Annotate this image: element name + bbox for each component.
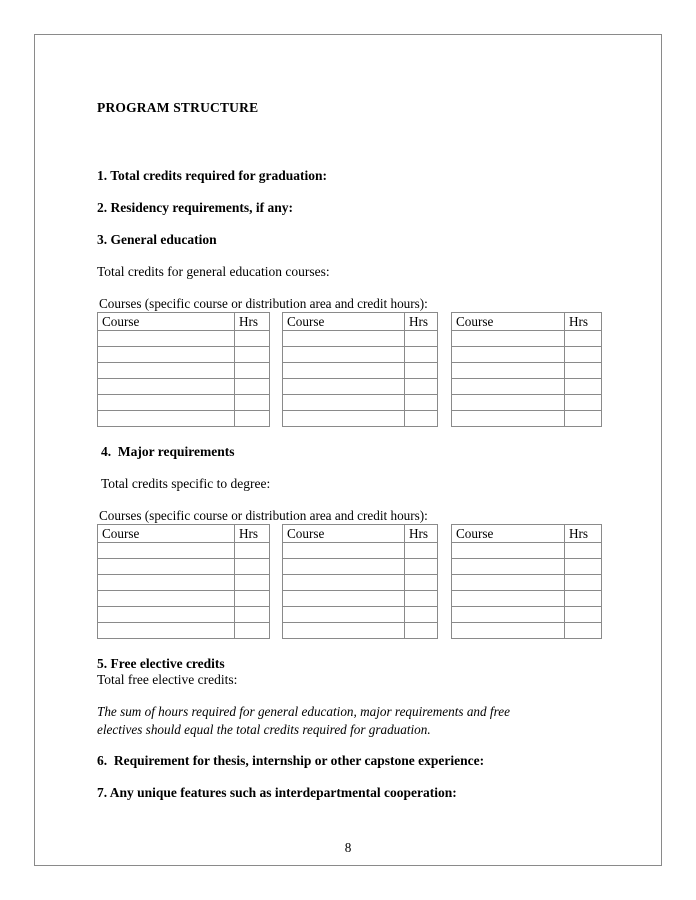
question-5-free-elective-credits: 5. Free elective credits	[97, 656, 225, 671]
table-row[interactable]	[452, 559, 602, 575]
cell-hrs[interactable]	[235, 411, 270, 427]
table-row[interactable]	[452, 623, 602, 639]
table-header-row	[452, 525, 602, 543]
cell-course[interactable]	[452, 347, 565, 363]
page-content-area	[97, 35, 617, 865]
cell-course[interactable]	[283, 575, 405, 591]
general-education-table-3[interactable]	[451, 312, 602, 427]
column-header-hrs: Hrs	[405, 313, 438, 331]
question-1-total-credits: 1. Total credits required for graduation:	[97, 168, 328, 183]
cell-course[interactable]	[98, 411, 235, 427]
table-row[interactable]	[452, 411, 602, 427]
major-requirements-table-1[interactable]	[97, 524, 270, 639]
free-elective-total-credits-label: Total free elective credits:	[97, 672, 238, 687]
cell-course[interactable]	[98, 363, 235, 379]
table-header-row	[283, 313, 438, 331]
table-row[interactable]	[98, 411, 270, 427]
cell-course[interactable]	[283, 395, 405, 411]
cell-hrs[interactable]	[565, 379, 602, 395]
table-row[interactable]	[283, 559, 438, 575]
table-row[interactable]	[452, 591, 602, 607]
table-row[interactable]	[283, 363, 438, 379]
cell-hrs[interactable]	[565, 363, 602, 379]
table-row[interactable]	[98, 623, 270, 639]
cell-course[interactable]	[452, 411, 565, 427]
question-7-unique-features: 7. Any unique features such as interdepartmental cooperation:	[97, 785, 457, 800]
cell-course[interactable]	[283, 347, 405, 363]
major-requirements-table-caption: Courses (specific course or distribution area and credit hours):	[99, 508, 428, 523]
table-row[interactable]	[98, 559, 270, 575]
table-row[interactable]	[452, 543, 602, 559]
cell-hrs[interactable]	[565, 331, 602, 347]
page-title: PROGRAM STRUCTURE	[97, 100, 259, 115]
table-header-row	[452, 313, 602, 331]
cell-hrs[interactable]	[235, 543, 270, 559]
cell-hrs[interactable]	[565, 575, 602, 591]
table-row[interactable]	[452, 575, 602, 591]
cell-course[interactable]	[283, 607, 405, 623]
cell-course[interactable]	[98, 395, 235, 411]
column-header-course: Course	[98, 313, 235, 331]
cell-course[interactable]	[98, 623, 235, 639]
column-header-course: Course	[98, 525, 235, 543]
table-row[interactable]	[452, 395, 602, 411]
cell-hrs[interactable]	[405, 347, 438, 363]
column-header-course: Course	[452, 313, 565, 331]
question-4-major-requirements: 4. Major requirements	[101, 444, 235, 459]
cell-hrs[interactable]	[235, 575, 270, 591]
cell-hrs[interactable]	[405, 575, 438, 591]
table-row[interactable]	[98, 575, 270, 591]
column-header-course: Course	[452, 525, 565, 543]
cell-hrs[interactable]	[405, 363, 438, 379]
table-row[interactable]	[98, 363, 270, 379]
table-row[interactable]	[283, 591, 438, 607]
cell-hrs[interactable]	[235, 379, 270, 395]
cell-hrs[interactable]	[405, 607, 438, 623]
table-row[interactable]	[283, 543, 438, 559]
general-education-total-credits-label: Total credits for general education courses:	[97, 264, 330, 279]
table-row[interactable]	[98, 543, 270, 559]
cell-hrs[interactable]	[565, 623, 602, 639]
cell-hrs[interactable]	[565, 559, 602, 575]
cell-course[interactable]	[452, 379, 565, 395]
cell-course[interactable]	[98, 591, 235, 607]
column-header-hrs: Hrs	[565, 525, 602, 543]
table-row[interactable]	[98, 331, 270, 347]
cell-hrs[interactable]	[235, 607, 270, 623]
cell-course[interactable]	[98, 331, 235, 347]
cell-course[interactable]	[283, 379, 405, 395]
cell-hrs[interactable]	[405, 559, 438, 575]
table-row[interactable]	[452, 331, 602, 347]
cell-course[interactable]	[98, 347, 235, 363]
question-6-capstone-experience: 6. Requirement for thesis, internship or other capstone experience:	[97, 753, 485, 768]
table-header-row	[283, 525, 438, 543]
cell-hrs[interactable]	[405, 379, 438, 395]
table-header-row	[98, 313, 270, 331]
table-row[interactable]	[283, 379, 438, 395]
table-row[interactable]	[98, 591, 270, 607]
table-row[interactable]	[452, 347, 602, 363]
question-2-residency: 2. Residency requirements, if any:	[97, 200, 293, 215]
table-row[interactable]	[98, 347, 270, 363]
cell-hrs[interactable]	[565, 411, 602, 427]
cell-course[interactable]	[98, 575, 235, 591]
cell-hrs[interactable]	[565, 591, 602, 607]
general-education-table-2[interactable]	[282, 312, 438, 427]
cell-hrs[interactable]	[235, 559, 270, 575]
page-sheet	[34, 34, 662, 866]
cell-hrs[interactable]	[565, 347, 602, 363]
cell-course[interactable]	[283, 363, 405, 379]
table-row[interactable]	[98, 379, 270, 395]
column-header-hrs: Hrs	[405, 525, 438, 543]
cell-hrs[interactable]	[235, 331, 270, 347]
table-row[interactable]	[283, 607, 438, 623]
cell-course[interactable]	[452, 575, 565, 591]
column-header-hrs: Hrs	[235, 313, 270, 331]
cell-hrs[interactable]	[565, 607, 602, 623]
cell-course[interactable]	[283, 591, 405, 607]
cell-hrs[interactable]	[235, 395, 270, 411]
table-row[interactable]	[283, 411, 438, 427]
cell-course[interactable]	[452, 623, 565, 639]
cell-hrs[interactable]	[235, 363, 270, 379]
table-row[interactable]	[452, 363, 602, 379]
cell-hrs[interactable]	[235, 347, 270, 363]
cell-course[interactable]	[452, 331, 565, 347]
major-requirements-table-3[interactable]	[451, 524, 602, 639]
table-row[interactable]	[283, 395, 438, 411]
table-row[interactable]	[98, 607, 270, 623]
cell-hrs[interactable]	[235, 623, 270, 639]
cell-course[interactable]	[98, 379, 235, 395]
cell-course[interactable]	[283, 331, 405, 347]
cell-hrs[interactable]	[405, 543, 438, 559]
cell-course[interactable]	[452, 363, 565, 379]
cell-course[interactable]	[283, 543, 405, 559]
general-education-table-1[interactable]	[97, 312, 270, 427]
cell-hrs[interactable]	[405, 331, 438, 347]
table-row[interactable]	[283, 331, 438, 347]
table-row[interactable]	[283, 623, 438, 639]
cell-course[interactable]	[283, 411, 405, 427]
major-requirements-table-group	[97, 524, 617, 639]
table-row[interactable]	[283, 575, 438, 591]
general-education-table-group	[97, 312, 617, 427]
page-number: 8	[344, 840, 352, 855]
sum-of-hours-note: The sum of hours required for general education, major requirements and free electives should equal the total credits required for graduation.	[97, 704, 510, 737]
major-requirements-table-2[interactable]	[282, 524, 438, 639]
cell-course[interactable]	[283, 623, 405, 639]
cell-course[interactable]	[98, 559, 235, 575]
column-header-course: Course	[283, 525, 405, 543]
cell-hrs[interactable]	[405, 623, 438, 639]
table-row[interactable]	[98, 395, 270, 411]
table-header-row	[98, 525, 270, 543]
cell-hrs[interactable]	[405, 591, 438, 607]
cell-course[interactable]	[98, 543, 235, 559]
column-header-hrs: Hrs	[565, 313, 602, 331]
cell-course[interactable]	[98, 607, 235, 623]
cell-course[interactable]	[283, 559, 405, 575]
cell-hrs[interactable]	[565, 395, 602, 411]
major-requirements-total-credits-label: Total credits specific to degree:	[101, 476, 271, 491]
cell-hrs[interactable]	[235, 591, 270, 607]
table-row[interactable]	[283, 347, 438, 363]
cell-hrs[interactable]	[405, 411, 438, 427]
table-row[interactable]	[452, 379, 602, 395]
cell-hrs[interactable]	[565, 543, 602, 559]
cell-course[interactable]	[452, 559, 565, 575]
question-3-general-education: 3. General education	[97, 232, 217, 247]
general-education-table-caption: Courses (specific course or distribution area and credit hours):	[99, 296, 428, 311]
cell-course[interactable]	[452, 543, 565, 559]
cell-course[interactable]	[452, 607, 565, 623]
cell-course[interactable]	[452, 591, 565, 607]
table-row[interactable]	[452, 607, 602, 623]
cell-course[interactable]	[452, 395, 565, 411]
cell-hrs[interactable]	[405, 395, 438, 411]
column-header-course: Course	[283, 313, 405, 331]
column-header-hrs: Hrs	[235, 525, 270, 543]
